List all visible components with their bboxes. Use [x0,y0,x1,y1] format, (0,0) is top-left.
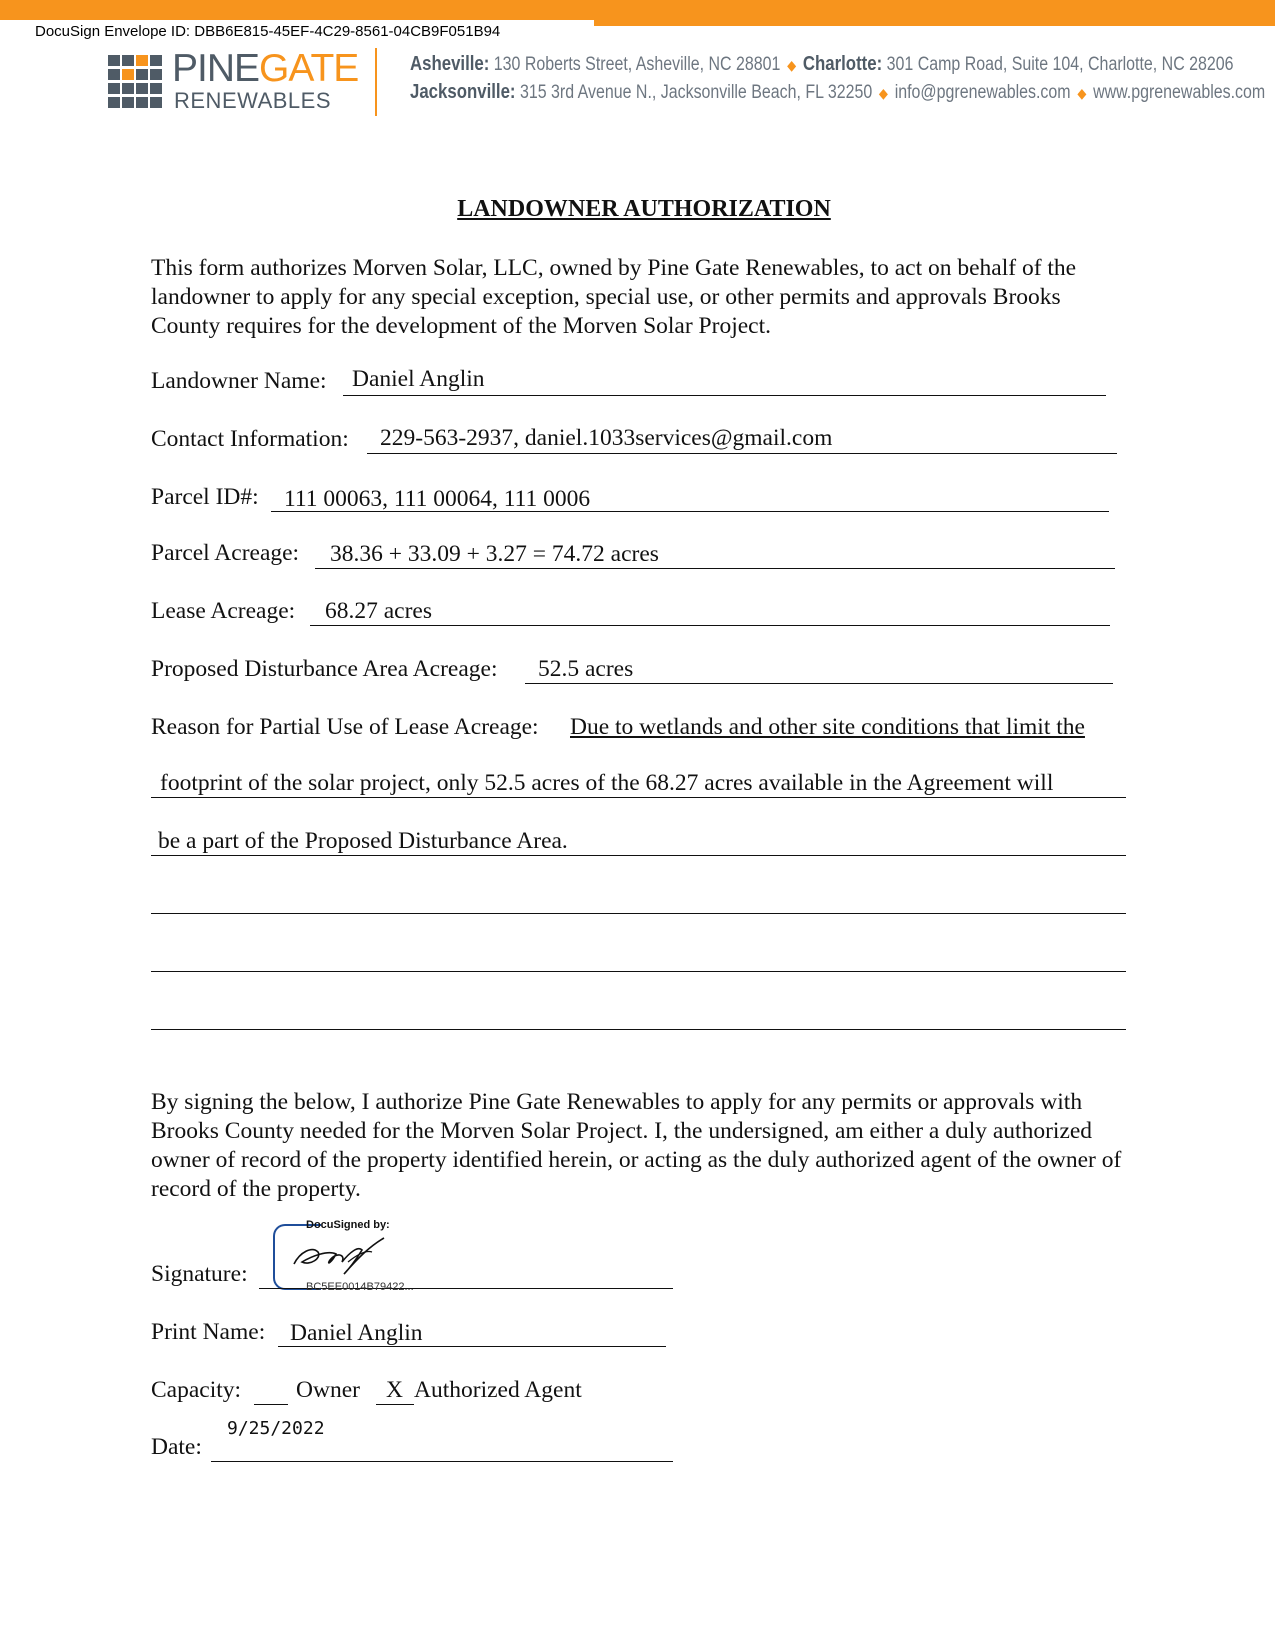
contact-value: 229-563-2937, daniel.1033services@gmail.com [380,425,833,451]
capacity-agent: Authorized Agent [414,1377,582,1403]
parcel-acreage-line [315,568,1115,569]
parcel-acreage-value: 38.36 + 33.09 + 3.27 = 74.72 acres [330,541,659,567]
disturbance-value: 52.5 acres [538,656,634,682]
capacity-agent-blank [376,1404,414,1405]
docusigned-by-label: DocuSigned by: [306,1219,390,1231]
contact-label: Contact Information: [151,426,349,452]
lease-acreage-line [310,625,1110,626]
disturbance-line [525,683,1113,684]
reason-line-2: footprint of the solar project, only 52.5 acres of the 68.27 acres available in the Agreement will [160,770,1054,796]
capacity-label: Capacity: [151,1377,242,1403]
parcel-id-label: Parcel ID#: [151,484,259,510]
logo-subtitle: RENEWABLES [174,88,332,113]
reason-rule-6 [151,1029,1126,1030]
authorization-paragraph: By signing the below, I authorize Pine Gate Renewables to apply for any permits or approvals with Brooks County needed for the Morven Solar Project. I, the undersigned, am either a duly authorized owner of record of the property identified herein, or acting as the duly authorized agent of the owner of record of the property. [151,1089,1122,1202]
reason-rule-5 [151,971,1126,972]
signature-label: Signature: [151,1261,248,1287]
print-name-label: Print Name: [151,1319,266,1345]
date-label: Date: [151,1434,202,1460]
lease-acreage-label: Lease Acreage: [151,598,296,624]
landowner-name-line [343,395,1106,396]
date-line [211,1461,673,1462]
address-line-2: Jacksonville: 315 3rd Avenue N., Jacksonville Beach, FL 32250 ◆ info@pgrenewables.com ◆ www.pgrenewables.com [410,81,1266,103]
contact-line [367,453,1117,454]
landowner-name-value: Daniel Anglin [352,366,485,392]
reason-line-3: be a part of the Proposed Disturbance Area. [158,828,568,854]
header-divider [375,48,377,116]
signature-id: BC5EE0014B79422... [306,1281,414,1293]
landowner-name-label: Landowner Name: [151,368,327,394]
reason-rule-4 [151,913,1126,914]
print-name-value: Daniel Anglin [290,1320,423,1346]
reason-rule-2 [151,797,1126,798]
disturbance-label: Proposed Disturbance Area Acreage: [151,656,498,682]
reason-label: Reason for Partial Use of Lease Acreage: [151,714,539,740]
handwritten-signature [288,1232,408,1276]
envelope-id: DocuSign Envelope ID: DBB6E815-45EF-4C29-8561-04CB9F051B94 [0,20,594,44]
date-value: 9/25/2022 [227,1418,325,1439]
capacity-owner: Owner [296,1377,360,1403]
intro-paragraph: This form authorizes Morven Solar, LLC, owned by Pine Gate Renewables, to act on behalf of the landowner to apply for any special exception, special use, or other permits and approvals Brooks County requires for the development of the Morven Solar Project. [151,255,1077,339]
capacity-agent-mark: X [386,1377,403,1403]
capacity-owner-blank [254,1404,288,1405]
logo-wordmark: PINEGATE [172,47,359,90]
document-title: LANDOWNER AUTHORIZATION [457,196,831,222]
logo-grid-icon [108,55,164,109]
reason-rule-3 [151,855,1126,856]
address-line-1: Asheville: 130 Roberts Street, Asheville, NC 28801 ◆ Charlotte: 301 Camp Road, Suite 104, Charlotte, NC 28206 [410,53,1234,75]
parcel-id-value: 111 00063, 111 00064, 111 0006 [284,486,591,512]
lease-acreage-value: 68.27 acres [325,598,433,624]
reason-line-1: Due to wetlands and other site conditions that limit the [570,714,1085,740]
parcel-acreage-label: Parcel Acreage: [151,540,300,566]
